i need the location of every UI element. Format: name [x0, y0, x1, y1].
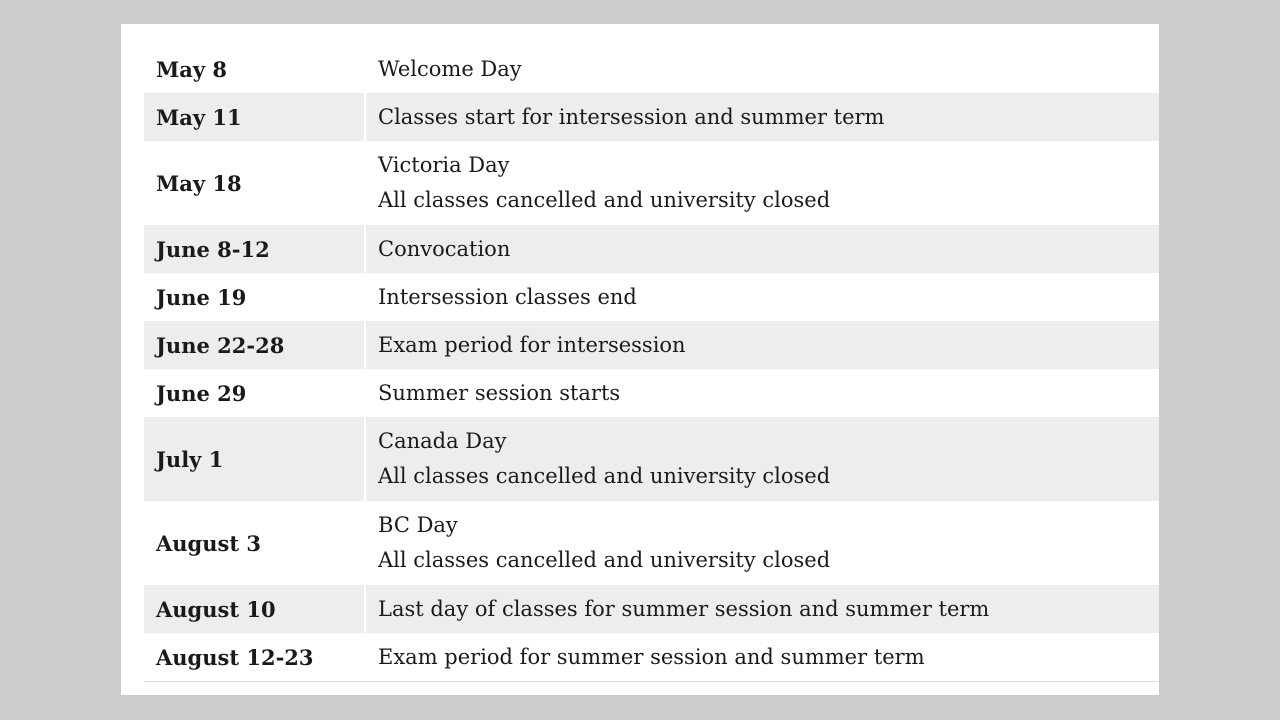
event-description: [366, 141, 1159, 225]
schedule-table: [144, 45, 1159, 682]
event-description-line: BC Day: [378, 513, 458, 537]
table-row: [144, 369, 1159, 417]
event-description-line: Exam period for summer session and summer term: [378, 644, 925, 669]
event-description: [366, 321, 1159, 369]
event-description: [366, 585, 1159, 633]
table-row: [144, 633, 1159, 681]
event-description-line: All classes cancelled and university closed: [378, 464, 831, 488]
event-description: [366, 633, 1159, 681]
event-description: [366, 273, 1159, 321]
event-description-line: Welcome Day: [378, 56, 522, 81]
event-description: [366, 93, 1159, 141]
event-date: August 12-23: [144, 633, 366, 681]
table-row: [144, 141, 1159, 225]
event-date: August 10: [144, 585, 366, 633]
event-date: June 22-28: [144, 321, 366, 369]
event-description-line: Exam period for intersession: [378, 332, 686, 357]
table-row: [144, 321, 1159, 369]
table-row: [144, 417, 1159, 501]
event-description-line: Summer session starts: [378, 380, 621, 405]
event-date: July 1: [144, 417, 366, 501]
event-date: June 29: [144, 369, 366, 417]
table-row: [144, 45, 1159, 93]
event-date: August 3: [144, 501, 366, 585]
table-row: [144, 93, 1159, 141]
event-description-line: Convocation: [378, 236, 511, 261]
event-description-line: All classes cancelled and university closed: [378, 548, 831, 572]
event-description: [366, 225, 1159, 273]
event-description-line: Intersession classes end: [378, 284, 637, 309]
event-description: [366, 501, 1159, 585]
event-date: May 18: [144, 141, 366, 225]
event-description-line: Classes start for intersession and summer term: [378, 104, 885, 129]
event-date: May 8: [144, 45, 366, 93]
event-description-line: Canada Day: [378, 429, 507, 453]
table-row: [144, 273, 1159, 321]
event-description-line: Victoria Day: [378, 153, 510, 177]
table-row: [144, 225, 1159, 273]
event-date: June 8-12: [144, 225, 366, 273]
table-row: [144, 501, 1159, 585]
event-description: [366, 417, 1159, 501]
event-date: June 19: [144, 273, 366, 321]
table-row: [144, 585, 1159, 633]
event-description: [366, 369, 1159, 417]
event-description: [366, 45, 1159, 93]
event-description-line: Last day of classes for summer session and summer term: [378, 596, 990, 621]
schedule-card: [121, 24, 1159, 695]
event-date: May 11: [144, 93, 366, 141]
event-description-line: All classes cancelled and university closed: [378, 188, 831, 212]
